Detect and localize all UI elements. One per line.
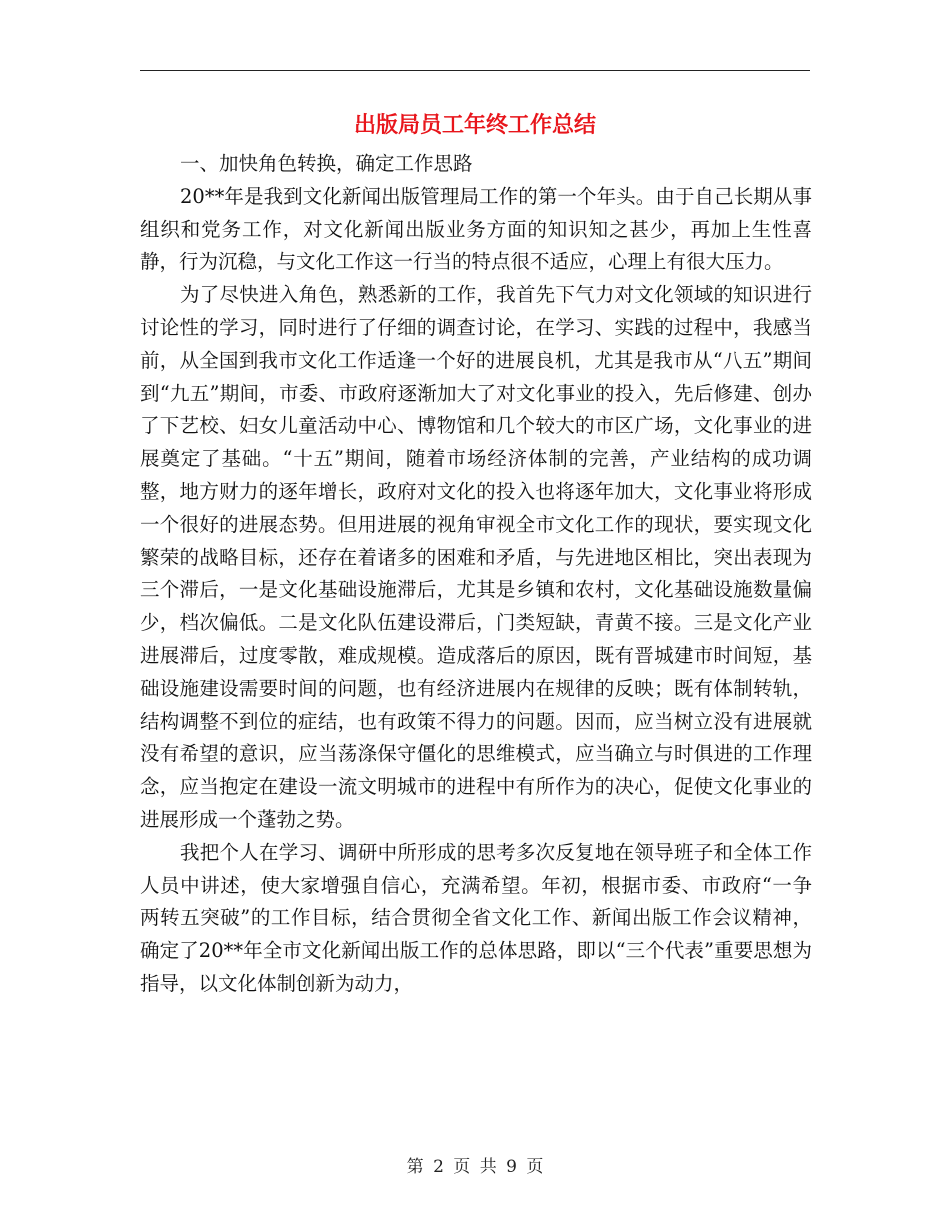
section-heading: 一、加快角色转换，确定工作思路 — [180, 152, 473, 175]
document-title: 出版局员工年终工作总结 — [353, 112, 596, 138]
document-body — [140, 148, 812, 1001]
header-rule — [140, 70, 810, 71]
page-indicator: 第 2 页 共 9 页 — [406, 1157, 544, 1177]
paragraph-2: 为了尽快进入角色，熟悉新的工作，我首先下气力对文化领域的知识进行讨论性的学习，同时进行了仔细的调查讨论，在学习、实践的过程中，我感当前，从全国到我市文化工作适逢一个好的进展良机，尤其是我市从“八五”期间到“九五”期间，市委、市政府逐渐加大了对文化事业的投入，先后修建、创办了下艺校、妇女儿童活动中心、博物馆和几个较大的市区广场，文化事业的进展奠定了基础。“十五”期间，随着市场经济体制的完善，产业结构的成功调整，地方财力的逐年增长，政府对文化的投入也将逐年加大，文化事业将形成一个很好的进展态势。但用进展的视角审视全市文化工作的现状，要实现文化繁荣的战略目标，还存在着诸多的困难和矛盾，与先进地区相比，突出表现为三个滞后，一是文化基础设施滞后，尤其是乡镇和农村，文化基础设施数量偏少，档次偏低。二是文化队伍建设滞后，门类短缺，青黄不接。三是文化产业进展滞后，过度零散，难成规模。造成落后的原因，既有晋城建市时间短，基础设施建设需要时间的问题，也有经济进展内在规律的反映；既有体制转轨，结构调整不到位的症结，也有政策不得力的问题。因而，应当树立没有进展就没有希望的意识，应当荡涤保守僵化的思维模式，应当确立与时俱进的工作理念，应当抱定在建设一流文明城市的进程中有所作为的决心，促使文化事业的进展形成一个蓬勃之势。 — [140, 283, 812, 831]
paragraph-3: 我把个人在学习、调研中所形成的思考多次反复地在领导班子和全体工作人员中讲述，使大家增强自信心，充满希望。年初，根据市委、市政府“一争两转五突破”的工作目标，结合贯彻全省文化工作、新闻出版工作会议精神，确定了20**年全市文化新闻出版工作的总体思路，即以“三个代表”重要思想为指导，以文化体制创新为动力， — [140, 840, 812, 995]
paragraph-1: 20**年是我到文化新闻出版管理局工作的第一个年头。由于自己长期从事组织和党务工作，对文化新闻出版业务方面的知识知之甚少，再加上生性喜静，行为沉稳，与文化工作这一行当的特点很不适应，心理上有很大压力。 — [140, 184, 812, 274]
